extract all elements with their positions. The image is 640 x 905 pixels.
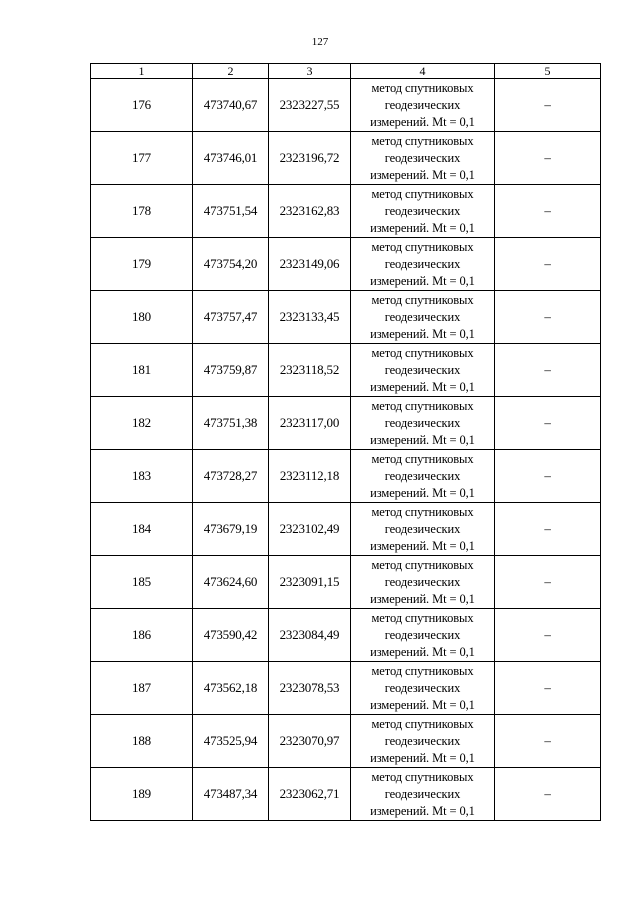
cell-note: – [495, 715, 601, 768]
cell-coordinate-x: 473754,20 [193, 238, 269, 291]
cell-coordinate-y: 2323102,49 [269, 503, 351, 556]
method-line: измерений. Mt = 0,1 [370, 803, 475, 818]
table-row [91, 503, 601, 556]
method-line: геодезических [384, 733, 461, 748]
method-line: метод спутниковых [371, 133, 474, 148]
cell-coordinate-y: 2323118,52 [269, 344, 351, 397]
cell-coordinate-y: 2323070,97 [269, 715, 351, 768]
cell-method [351, 768, 495, 821]
cell-note: – [495, 556, 601, 609]
cell-point-number: 185 [91, 556, 193, 609]
cell-coordinate-x: 473751,38 [193, 397, 269, 450]
cell-note: – [495, 185, 601, 238]
method-line: измерений. Mt = 0,1 [370, 220, 475, 235]
method-line: измерений. Mt = 0,1 [370, 167, 475, 182]
cell-method [351, 79, 495, 132]
cell-note: – [495, 79, 601, 132]
page-number: 127 [311, 36, 329, 48]
cell-point-number: 189 [91, 768, 193, 821]
cell-method [351, 397, 495, 450]
method-line: геодезических [384, 574, 461, 589]
cell-coordinate-y: 2323062,71 [269, 768, 351, 821]
cell-method [351, 132, 495, 185]
table-row [91, 609, 601, 662]
cell-coordinate-y: 2323078,53 [269, 662, 351, 715]
method-line: измерений. Mt = 0,1 [370, 750, 475, 765]
cell-method [351, 344, 495, 397]
cell-method [351, 503, 495, 556]
cell-point-number: 177 [91, 132, 193, 185]
cell-coordinate-x: 473740,67 [193, 79, 269, 132]
column-header-4: 4 [351, 64, 495, 79]
table-row [91, 450, 601, 503]
cell-point-number: 183 [91, 450, 193, 503]
method-line: геодезических [384, 680, 461, 695]
cell-coordinate-x: 473751,54 [193, 185, 269, 238]
column-header-3: 3 [269, 64, 351, 79]
table-row [91, 185, 601, 238]
method-line: метод спутниковых [371, 239, 474, 254]
cell-coordinate-x: 473679,19 [193, 503, 269, 556]
cell-coordinate-x: 473562,18 [193, 662, 269, 715]
method-line: метод спутниковых [371, 451, 474, 466]
cell-note: – [495, 397, 601, 450]
cell-method [351, 185, 495, 238]
method-line: геодезических [384, 97, 461, 112]
cell-note: – [495, 768, 601, 821]
method-line: геодезических [384, 415, 461, 430]
cell-coordinate-x: 473757,47 [193, 291, 269, 344]
table-row [91, 397, 601, 450]
method-line: измерений. Mt = 0,1 [370, 644, 475, 659]
cell-coordinate-y: 2323112,18 [269, 450, 351, 503]
method-line: геодезических [384, 150, 461, 165]
method-line: метод спутниковых [371, 292, 474, 307]
method-line: метод спутниковых [371, 769, 474, 784]
cell-coordinate-y: 2323091,15 [269, 556, 351, 609]
method-line: геодезических [384, 627, 461, 642]
table-body [91, 79, 601, 821]
method-line: метод спутниковых [371, 663, 474, 678]
cell-point-number: 181 [91, 344, 193, 397]
method-line: геодезических [384, 362, 461, 377]
cell-point-number: 187 [91, 662, 193, 715]
cell-method [351, 450, 495, 503]
cell-point-number: 188 [91, 715, 193, 768]
method-line: геодезических [384, 309, 461, 324]
method-line: геодезических [384, 786, 461, 801]
cell-coordinate-y: 2323084,49 [269, 609, 351, 662]
cell-point-number: 178 [91, 185, 193, 238]
cell-note: – [495, 609, 601, 662]
method-line: геодезических [384, 256, 461, 271]
method-line: метод спутниковых [371, 80, 474, 95]
cell-coordinate-x: 473728,27 [193, 450, 269, 503]
method-line: измерений. Mt = 0,1 [370, 591, 475, 606]
cell-coordinate-y: 2323162,83 [269, 185, 351, 238]
table-row [91, 344, 601, 397]
table-row [91, 132, 601, 185]
method-line: измерений. Mt = 0,1 [370, 273, 475, 288]
cell-point-number: 184 [91, 503, 193, 556]
method-line: метод спутниковых [371, 610, 474, 625]
method-line: геодезических [384, 521, 461, 536]
cell-coordinate-y: 2323149,06 [269, 238, 351, 291]
method-line: метод спутниковых [371, 504, 474, 519]
table-row [91, 238, 601, 291]
method-line: метод спутниковых [371, 345, 474, 360]
cell-coordinate-y: 2323196,72 [269, 132, 351, 185]
column-header-5: 5 [495, 64, 601, 79]
method-line: измерений. Mt = 0,1 [370, 697, 475, 712]
table-row [91, 79, 601, 132]
cell-coordinate-x: 473624,60 [193, 556, 269, 609]
cell-point-number: 180 [91, 291, 193, 344]
table-row [91, 556, 601, 609]
cell-point-number: 176 [91, 79, 193, 132]
table-row [91, 715, 601, 768]
method-line: измерений. Mt = 0,1 [370, 432, 475, 447]
cell-method [351, 715, 495, 768]
method-line: геодезических [384, 468, 461, 483]
cell-method [351, 609, 495, 662]
cell-note: – [495, 344, 601, 397]
cell-method [351, 662, 495, 715]
table-row [91, 662, 601, 715]
cell-note: – [495, 450, 601, 503]
method-line: метод спутниковых [371, 557, 474, 572]
method-line: измерений. Mt = 0,1 [370, 114, 475, 129]
cell-coordinate-x: 473487,34 [193, 768, 269, 821]
cell-coordinate-x: 473525,94 [193, 715, 269, 768]
cell-coordinate-y: 2323227,55 [269, 79, 351, 132]
cell-note: – [495, 132, 601, 185]
column-header-2: 2 [193, 64, 269, 79]
table-row [91, 768, 601, 821]
table-row [91, 291, 601, 344]
cell-note: – [495, 238, 601, 291]
cell-note: – [495, 662, 601, 715]
table-header [91, 64, 601, 79]
cell-note: – [495, 291, 601, 344]
column-header-1: 1 [91, 64, 193, 79]
header-row [91, 64, 601, 79]
cell-coordinate-y: 2323117,00 [269, 397, 351, 450]
cell-point-number: 182 [91, 397, 193, 450]
method-line: геодезических [384, 203, 461, 218]
cell-coordinate-x: 473590,42 [193, 609, 269, 662]
method-line: метод спутниковых [371, 398, 474, 413]
coordinates-table [90, 63, 601, 821]
method-line: измерений. Mt = 0,1 [370, 538, 475, 553]
cell-coordinate-y: 2323133,45 [269, 291, 351, 344]
method-line: метод спутниковых [371, 186, 474, 201]
cell-coordinate-x: 473759,87 [193, 344, 269, 397]
method-line: измерений. Mt = 0,1 [370, 379, 475, 394]
cell-point-number: 179 [91, 238, 193, 291]
method-line: метод спутниковых [371, 716, 474, 731]
method-line: измерений. Mt = 0,1 [370, 485, 475, 500]
cell-method [351, 238, 495, 291]
method-line: измерений. Mt = 0,1 [370, 326, 475, 341]
cell-note: – [495, 503, 601, 556]
cell-method [351, 556, 495, 609]
cell-coordinate-x: 473746,01 [193, 132, 269, 185]
cell-point-number: 186 [91, 609, 193, 662]
cell-method [351, 291, 495, 344]
